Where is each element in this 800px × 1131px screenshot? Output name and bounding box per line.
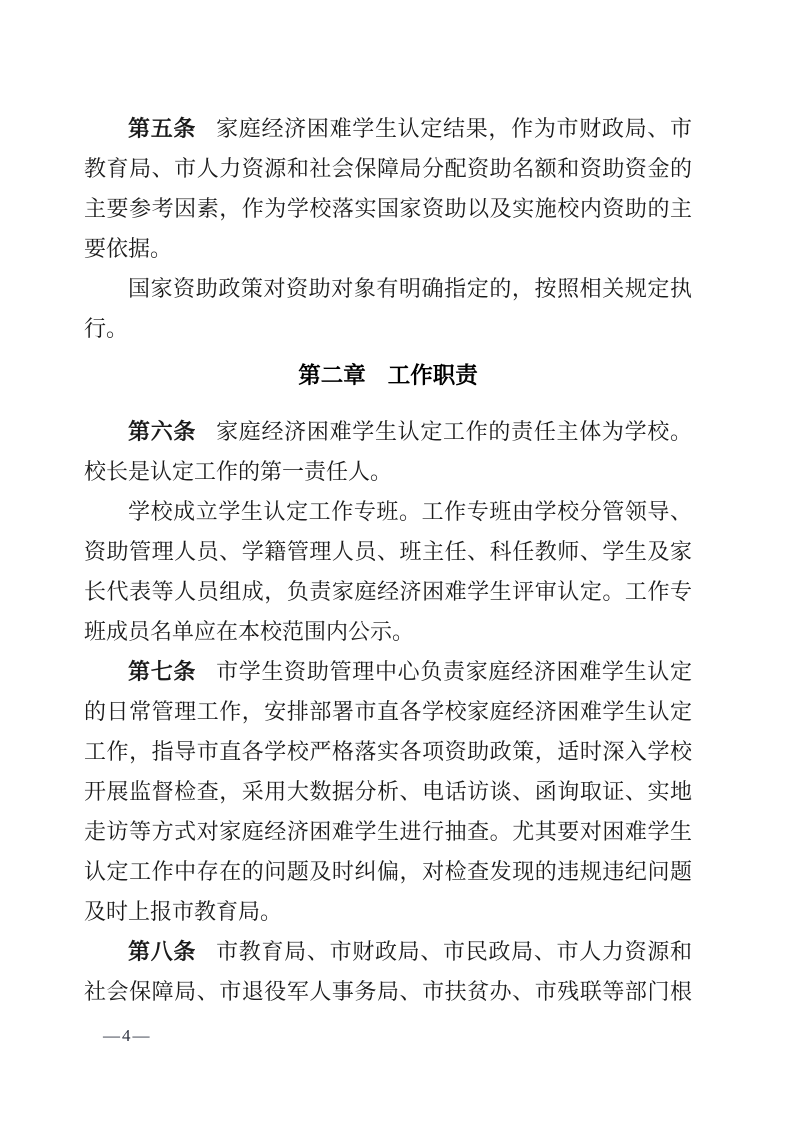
paragraph-line: 工作，指导市直各学校严格落实各项资助政策，适时深入学校 [84, 739, 692, 764]
article-number-lead: 第七条 [128, 659, 197, 684]
paragraph-article-6 [84, 412, 692, 492]
article-number-lead: 第五条 [128, 116, 197, 141]
paragraph-line: 走访等方式对家庭经济困难学生进行抽查。尤其要对困难学生 [84, 819, 692, 844]
paragraph-line-text: 市教育局、市财政局、市民政局、市人力资源和 [216, 939, 692, 964]
paragraph-line: 认定工作中存在的问题及时纠偏，对检查发现的违规违纪问题 [84, 859, 692, 884]
chapter-heading [84, 356, 692, 396]
chapter-title: 工作职责 [387, 363, 478, 388]
article-number-lead: 第六条 [128, 419, 197, 444]
chapter-label: 第二章 [298, 363, 366, 388]
paragraph-line: 行。 [84, 316, 129, 341]
paragraph-line: 及时上报市教育局。 [84, 899, 283, 924]
paragraph-school-taskforce [84, 492, 692, 652]
paragraph-line: 要依据。 [84, 236, 173, 261]
paragraph-line: 的日常管理工作，安排部署市直各学校家庭经济困难学生认定 [84, 699, 692, 724]
paragraph-line: 社会保障局、市退役军人事务局、市扶贫办、市残联等部门根 [84, 979, 692, 1004]
paragraph-line: 开展监督检查，采用大数据分析、电话访谈、函询取证、实地 [84, 779, 692, 804]
footer-page-number: —4— [103, 1026, 152, 1045]
paragraph-national-policy [84, 269, 692, 349]
article-number-lead: 第八条 [128, 939, 197, 964]
paragraph-line: 国家资助政策对资助对象有明确指定的，按照相关规定执 [128, 276, 692, 301]
paragraph-line-text: 家庭经济困难学生认定结果，作为市财政局、市 [216, 116, 692, 141]
paragraph-line-text: 家庭经济困难学生认定工作的责任主体为学校。 [216, 419, 692, 444]
paragraph-line: 资助管理人员、学籍管理人员、班主任、科任教师、学生及家 [84, 539, 692, 564]
paragraph-line: 教育局、市人力资源和社会保障局分配资助名额和资助资金的 [84, 156, 692, 181]
paragraph-line: 校长是认定工作的第一责任人。 [84, 459, 393, 484]
paragraph-line: 主要参考因素，作为学校落实国家资助以及实施校内资助的主 [84, 196, 692, 221]
document-body [84, 109, 692, 1012]
paragraph-line [84, 932, 692, 972]
paragraph-line: 班成员名单应在本校范围内公示。 [84, 619, 415, 644]
paragraph-line [84, 652, 692, 692]
paragraph-article-5 [84, 109, 692, 269]
paragraph-line-text: 市学生资助管理中心负责家庭经济困难学生认定 [216, 659, 692, 684]
paragraph-line [84, 412, 692, 452]
paragraph-article-8 [84, 932, 692, 1012]
paragraph-line [84, 109, 692, 149]
paragraph-line: 长代表等人员组成，负责家庭经济困难学生评审认定。工作专 [84, 579, 692, 604]
paragraph-article-7 [84, 652, 692, 932]
paragraph-line: 学校成立学生认定工作专班。工作专班由学校分管领导、 [128, 499, 692, 524]
